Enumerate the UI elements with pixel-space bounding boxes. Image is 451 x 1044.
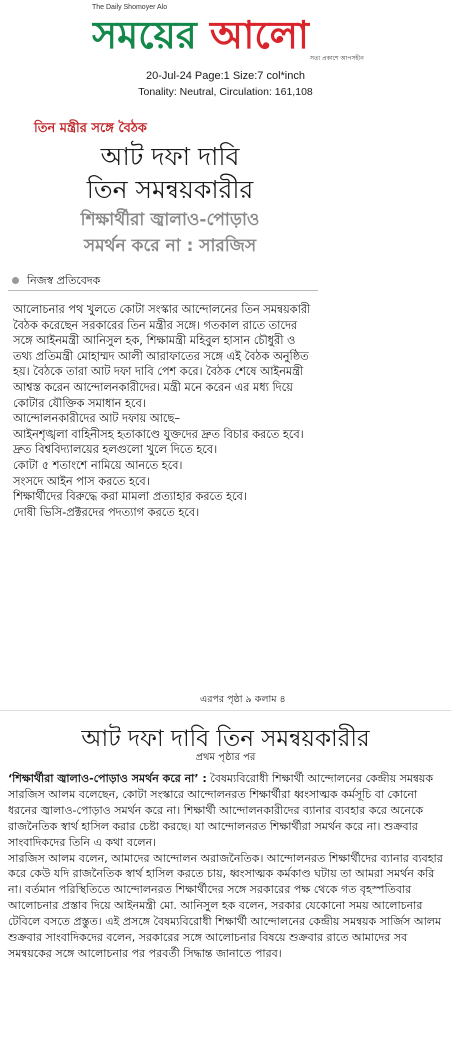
lead-quote: ‘শিক্ষার্থীরা জ্বালাও-পোড়াও সমর্থন করে না’ : xyxy=(8,772,207,785)
svg-text:সময়ের আলো: সময়ের আলো xyxy=(92,13,309,56)
continuation-body xyxy=(8,771,444,962)
subheadline-line-1: শিক্ষার্থীরা জ্বালাও-পোড়াও xyxy=(80,210,260,230)
jump-line: এরপর পৃষ্ঠা ৯ কলাম ৪ xyxy=(200,694,286,705)
continuation-paragraph: সারজিস আলম বলেন, আমাদের আন্দোলন অরাজনৈতিক। আন্দোলনরত শিক্ষার্থীদের ব্যানার ব্যবহার করে কেউ যদি রাজনৈতিক স্বার্থ হাসিল করতে চায়, ধ্বংসাত্মক কর্মকাণ্ড ঘটায় তা আমরা সমর্থন করি না। বর্তমান পরিস্থিতিতে আন্দোলনরত শিক্ষার্থীদের সঙ্গে সরকারের পক্ষ থেকে গত বৃহস্পতিবার আলোচনার প্রস্তাব দিয়ে আইনমন্ত্রী মো. আনিসুল হক বলেন, সরকার যেকোনো সময় আলোচনার টেবিলে বসতে প্রস্তুত। এই প্রসঙ্গে বৈষম্যবিরোধী শিক্ষার্থী আন্দোলনের কেন্দ্রীয় সমন্বয়ক সার্জিস আলম শুক্রবার সাংবাদিকদের বলেন, সরকারের সঙ্গে আলোচনার বিষয়ে শুক্রবার রাতে আমাদের সব সমন্বয়কের সঙ্গে আলোচনার পর পরবর্তী সিদ্ধান্ত জানাতে পারব। xyxy=(8,851,443,960)
continuation-paragraph xyxy=(8,771,444,851)
byline xyxy=(12,272,100,291)
body-paragraph: আন্দোলনকারীদের আট দফায় আছে– xyxy=(13,412,180,426)
subheadline-line-2: সমর্থন করে না : সারজিস xyxy=(83,236,257,256)
demand-item: দ্রুত বিশ্ববিদ্যালয়ের হলগুলো খুলে দিতে হবে। xyxy=(13,443,218,457)
tagline: সত্য প্রকাশে আপসহীন xyxy=(310,55,364,62)
continuation-title: আট দফা দাবি তিন সমন্বয়কারীর xyxy=(81,726,370,752)
headline-line-2: তিন সমন্বয়কারীর xyxy=(86,175,254,204)
continuation-text: বৈষম্যবিরোধী শিক্ষার্থী আন্দোলনের কেন্দ্রীয় সমন্বয়ক সারজিস আলম বলেছেন, কোটা সংস্কারে আন্দোলনরত শিক্ষার্থীরা ধ্বংসাত্মক কর্মসূচি বা কোনো ধরনের জ্বালাও-পোড়াও সমর্থন করে না। শিক্ষার্থী আন্দোলনকারীদের ব্যানার ব্যবহার করে অনেকে রাজনৈতিক স্বার্থ হাসিল করার চেষ্টা করছে। যা আন্দোলনরত শিক্ষার্থীরা সমর্থন করে না। শুক্রবার সাংবাদিকদের তিনি এ কথা বলেন। xyxy=(8,772,434,849)
newspaper-logo xyxy=(92,10,368,56)
divider xyxy=(8,290,318,291)
demand-item: কোটা ৫ শতাংশে নামিয়ে আনতে হবে। xyxy=(13,458,183,472)
demand-item: শিক্ষার্থীদের বিরুদ্ধে করা মামলা প্রত্যাহার করতে হবে। xyxy=(13,490,247,504)
divider xyxy=(0,710,451,711)
masthead xyxy=(0,0,451,68)
bullet-icon xyxy=(12,277,19,284)
clipping-meta-tonality: Tonality: Neutral, Circulation: 161,108 xyxy=(138,86,313,98)
continuation-subtitle: প্রথম পৃষ্ঠার পর xyxy=(195,752,256,763)
demand-item: আইনশৃঙ্খলা বাহিনীসহ হতাকাণ্ডে যুক্তদের দ্রুত বিচার করতে হবে। xyxy=(13,427,304,441)
demand-item: সংসদে আইন পাস করতে হবে। xyxy=(13,474,150,488)
article-body xyxy=(13,302,311,520)
byline-text: নিজস্ব প্রতিবেদক xyxy=(27,274,101,287)
article-kicker: তিন মন্ত্রীর সঙ্গে বৈঠক xyxy=(34,121,147,136)
english-name: The Daily Shomoyer Alo xyxy=(92,4,168,11)
demand-item: দোষী ভিসি-প্রক্টরদের পদত্যাগ করতে হবে। xyxy=(13,505,200,519)
body-paragraph: আলোচনার পথ খুলতে কোটা সংস্কার আন্দোলনের তিন সমন্বয়কারী বৈঠক করেছেন সরকারের তিন মন্ত্রীর সঙ্গে। গতকাল রাতে তাদের সঙ্গে আইনমন্ত্রী আনিসুল হক, শিক্ষামন্ত্রী মহিবুল হাসান চৌধুরী ও তথ্য প্রতিমন্ত্রী মোহাম্মদ আলী আরাফাতের সঙ্গে এই বৈঠক অনুষ্ঠিত হয়। বৈঠকে তারা আট দফা দাবি পেশ করে। বৈঠক শেষে আইনমন্ত্রী আশ্বস্ত করেন আন্দোলনকারীদের। মন্ত্রী মনে করেন এর মধ্য দিয়ে কোটার যৌক্তিক সমাধান হবে। xyxy=(13,303,311,410)
headline-line-1: আট দফা দাবি xyxy=(100,142,240,171)
clipping-meta-date: 20-Jul-24 Page:1 Size:7 col*inch xyxy=(146,70,305,82)
